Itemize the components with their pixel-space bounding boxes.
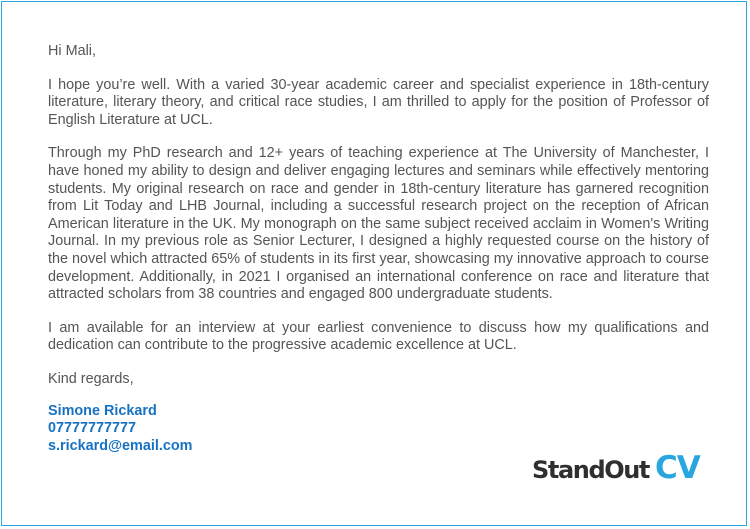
letter-closing: Kind regards, bbox=[48, 370, 134, 387]
cover-letter bbox=[48, 43, 709, 455]
signature-phone: 07777777777 bbox=[48, 420, 137, 437]
letter-paragraph-availability: I am available for an interview at your earliest convenience to discuss how my qualifications and dedication can contribute to the progressive academic excellence at UCL. bbox=[48, 319, 709, 354]
logo-cv-mark: CV bbox=[654, 450, 700, 486]
signature-block bbox=[48, 403, 709, 456]
signature-name: Simone Rickard bbox=[48, 402, 157, 419]
letter-paragraph-intro: I hope you’re well. With a varied 30-year academic career and specialist experience in 18th-century literature, literary theory, and critical race studies, I am thrilled to apply for the position of Professor of English Literature at UCL. bbox=[48, 76, 709, 128]
standout-cv-logo bbox=[532, 450, 700, 490]
document-frame bbox=[1, 1, 747, 526]
letter-greeting: Hi Mali, bbox=[48, 43, 96, 59]
letter-paragraph-experience: Through my PhD research and 12+ years of teaching experience at The University of Manchester, I have honed my ability to design and deliver engaging lectures and seminars while effectively mentoring students. My original research on race and gender in 18th-century literature has garnered recognition from Lit Today and LHB Journal, including a successful research project on the reception of African American literature in the UK. My monograph on the same subject received acclaim in Women's Writing Journal. In my previous role as Senior Lecturer, I designed a highly requested course on the history of the novel which attracted 65% of students in its first year, showcasing my innovative approach to course development. Additionally, in 2021 I organised an international conference on race and literature that attracted scholars from 38 countries and engaged 800 undergraduate students. bbox=[48, 145, 709, 303]
signature-email: s.rickard@email.com bbox=[48, 437, 193, 454]
logo-word: StandOut bbox=[532, 456, 649, 484]
